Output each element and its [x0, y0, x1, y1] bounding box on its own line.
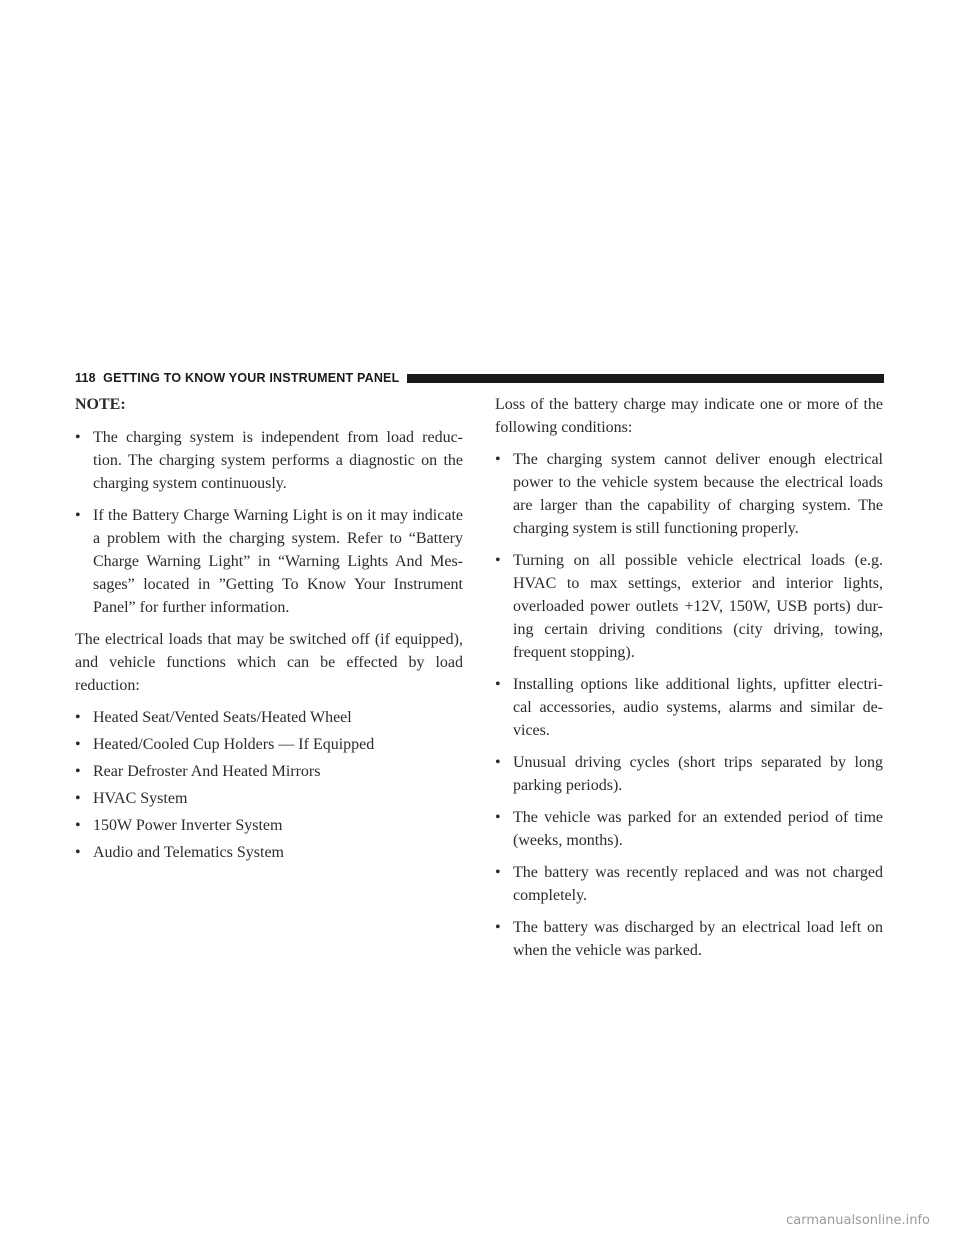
header-label	[75, 371, 407, 385]
bullet-icon: •	[75, 429, 81, 446]
note-item: • If the Battery Charge Warning Light is on it may indicate a problem with the charging system. Refer to “Battery Charge Warning Light” in “Warning Lights And Mes-sages” located in ”Getting To Know Your Instrument Panel” for further information.	[75, 504, 463, 619]
note-title: NOTE:	[75, 396, 126, 413]
header-rule	[407, 374, 884, 383]
list-item: • Unusual driving cycles (short trips separated by long parking periods).	[495, 751, 883, 797]
list-item: • The charging system cannot deliver enough electrical power to the vehicle system because the electrical loads are larger than the capability of charging system. The charging system is still functioning properly.	[495, 448, 883, 540]
bullet-icon: •	[75, 736, 81, 753]
list-item: • Rear Defroster And Heated Mirrors	[75, 760, 463, 783]
bullet-icon: •	[75, 507, 81, 524]
loads-intro: The electrical loads that may be switched off (if equipped), and vehicle functions which can be effected by load reduction:	[75, 631, 463, 694]
bullet-icon: •	[75, 763, 81, 780]
list-item: • Heated Seat/Vented Seats/Heated Wheel	[75, 706, 463, 729]
list-item: • Turning on all possible vehicle electrical loads (e.g. HVAC to max settings, exterior and interior lights, overloaded power outlets +12V, 150W, USB ports) dur-ing certain driving conditions (city driving, towing, frequent stopping).	[495, 549, 883, 664]
list-item: • Audio and Telematics System	[75, 841, 463, 864]
list-item: • The battery was recently replaced and was not charged completely.	[495, 861, 883, 907]
list-item: • HVAC System	[75, 787, 463, 810]
bullet-icon: •	[75, 709, 81, 726]
bullet-icon: •	[75, 844, 81, 861]
bullet-icon: •	[495, 919, 501, 936]
watermark: carmanualsonline.info	[786, 1213, 930, 1228]
list-item: • Heated/Cooled Cup Holders — If Equipped	[75, 733, 463, 756]
section-title: GETTING TO KNOW YOUR INSTRUMENT PANEL	[103, 371, 400, 385]
conditions-intro: Loss of the battery charge may indicate one or more of the following conditions:	[495, 396, 883, 436]
left-column	[75, 393, 463, 868]
bullet-icon: •	[75, 790, 81, 807]
bullet-icon: •	[75, 817, 81, 834]
bullet-icon: •	[495, 451, 501, 468]
bullet-icon: •	[495, 809, 501, 826]
list-item: • The battery was discharged by an electrical load left on when the vehicle was parked.	[495, 916, 883, 962]
page-header	[75, 368, 884, 388]
page-number: 118	[75, 371, 96, 385]
list-item: • The vehicle was parked for an extended period of time (weeks, months).	[495, 806, 883, 852]
list-item: • 150W Power Inverter System	[75, 814, 463, 837]
right-column	[495, 393, 883, 971]
bullet-icon: •	[495, 864, 501, 881]
conditions-list	[495, 448, 883, 962]
note-item: • The charging system is independent from load reduc-tion. The charging system performs a diagnostic on the charging system continuously.	[75, 426, 463, 495]
note-list	[75, 426, 463, 619]
bullet-icon: •	[495, 754, 501, 771]
loads-list	[75, 706, 463, 864]
bullet-icon: •	[495, 552, 501, 569]
list-item: • Installing options like additional lights, upfitter electri-cal accessories, audio systems, alarms and similar de-vices.	[495, 673, 883, 742]
bullet-icon: •	[495, 676, 501, 693]
